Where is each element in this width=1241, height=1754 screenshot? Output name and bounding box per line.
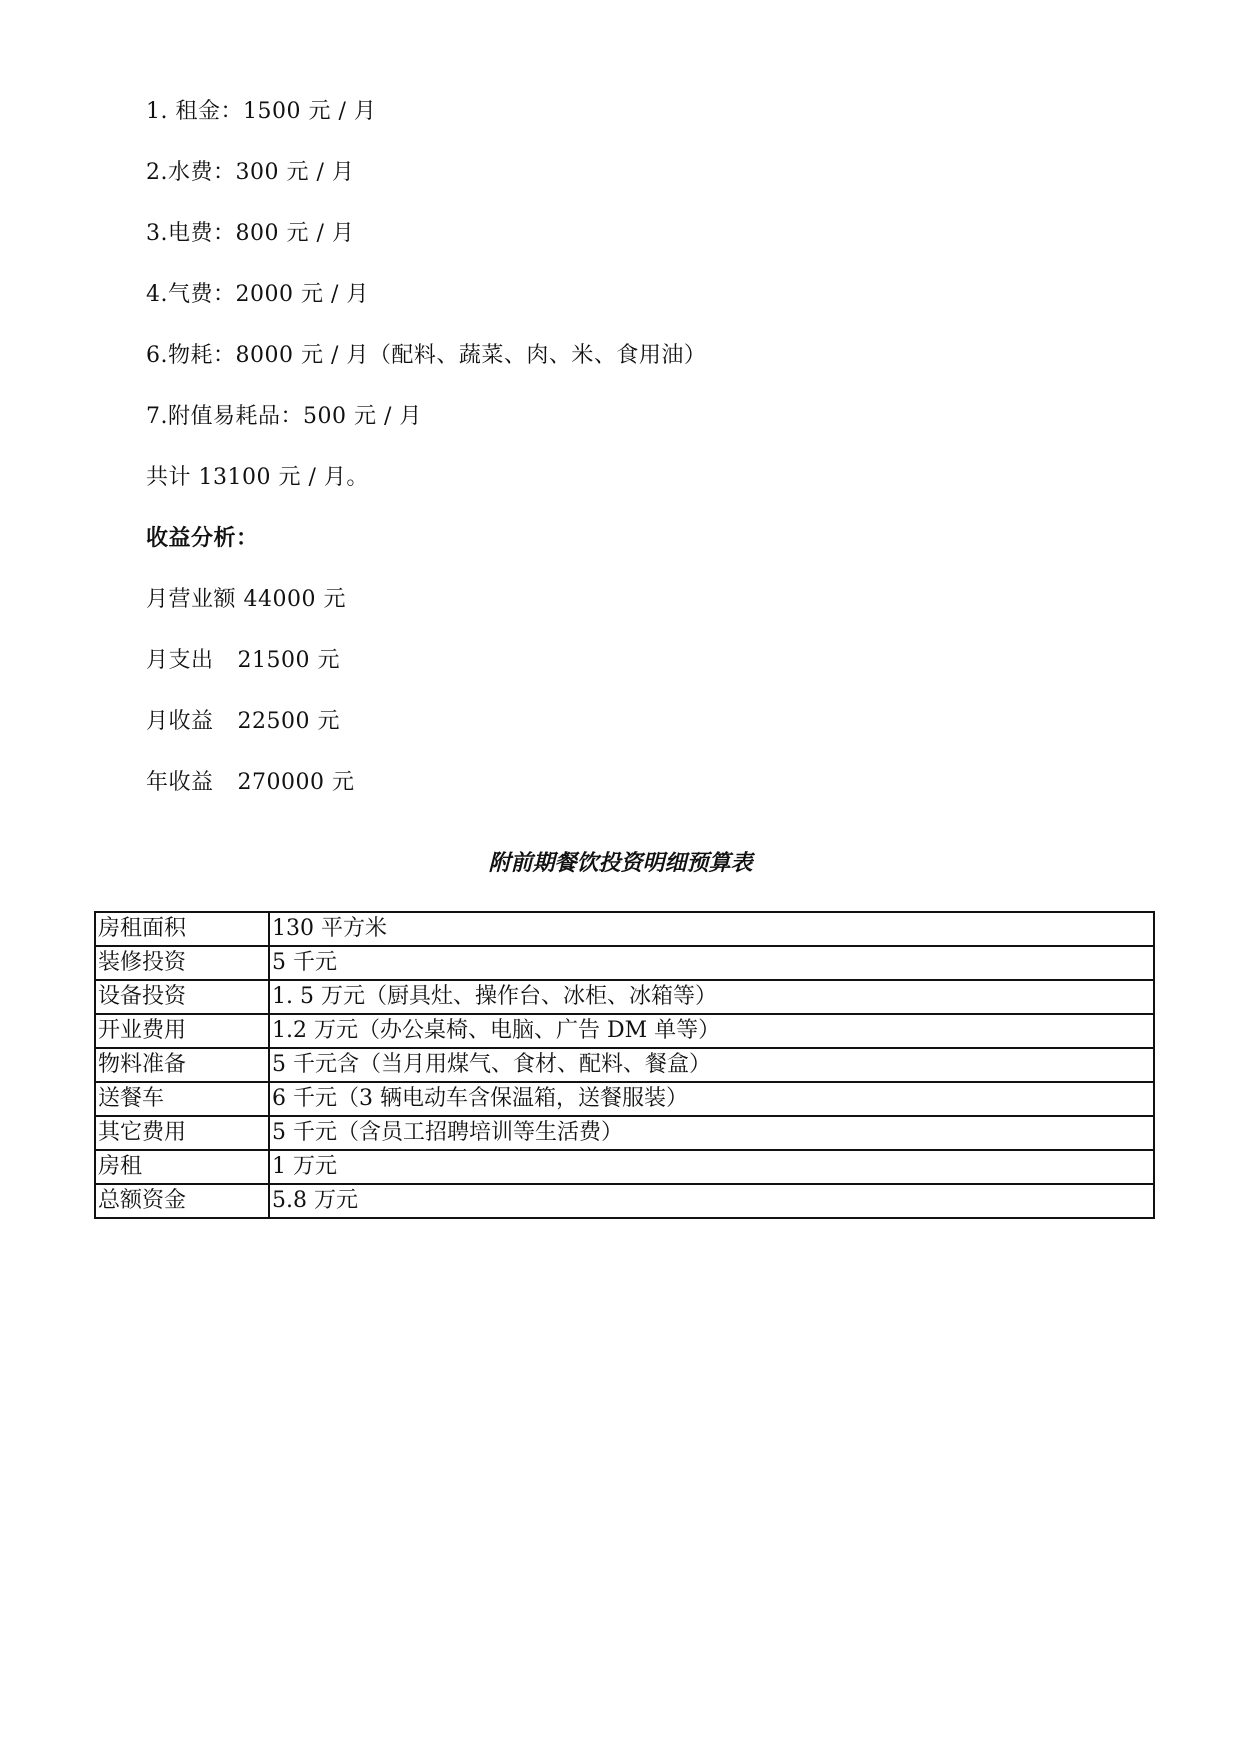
row-value: 5 千元（含员工招聘培训等生活费）: [269, 1116, 1154, 1150]
row-label: 房租面积: [95, 912, 269, 946]
table-row: [95, 1116, 1154, 1150]
row-value: 1.2 万元（办公桌椅、电脑、广告 DM 单等）: [269, 1014, 1154, 1048]
table-row: [95, 980, 1154, 1014]
row-label: 房租: [95, 1150, 269, 1184]
annual-profit: [146, 768, 355, 798]
monthly-expense-value: 21500 元: [237, 648, 340, 673]
table-row: [95, 1014, 1154, 1048]
monthly-turnover: 月营业额 44000 元: [146, 587, 346, 612]
revenue-heading: 收益分析：: [146, 526, 259, 551]
table-row: [95, 946, 1154, 980]
cost-item-consumables: 7.附值易耗品：500 元 / 月: [146, 404, 422, 429]
row-label: 设备投资: [95, 980, 269, 1014]
cost-total: 共计 13100 元 / 月。: [146, 465, 369, 490]
monthly-profit: [146, 707, 340, 737]
row-label: 装修投资: [95, 946, 269, 980]
cost-item-gas: 4.气费：2000 元 / 月: [146, 282, 369, 307]
cost-item-materials: 6.物耗：8000 元 / 月（配料、蔬菜、肉、米、食用油）: [146, 343, 707, 368]
row-value: 1. 5 万元（厨具灶、操作台、冰柜、冰箱等）: [269, 980, 1154, 1014]
row-value: 6 千元（3 辆电动车含保温箱，送餐服装）: [269, 1082, 1154, 1116]
row-label: 物料准备: [95, 1048, 269, 1082]
budget-table: [94, 911, 1155, 1219]
row-value: 5 千元: [269, 946, 1154, 980]
row-value: 130 平方米: [269, 912, 1154, 946]
cost-item-electricity: 3.电费：800 元 / 月: [146, 221, 355, 246]
annual-profit-label: 年收益: [146, 770, 214, 795]
row-value: 1 万元: [269, 1150, 1154, 1184]
table-row: [95, 1082, 1154, 1116]
row-label: 其它费用: [95, 1116, 269, 1150]
row-label: 送餐车: [95, 1082, 269, 1116]
monthly-profit-label: 月收益: [146, 709, 214, 734]
row-value: 5 千元含（当月用煤气、食材、配料、餐盒）: [269, 1048, 1154, 1082]
cost-item-water: 2.水费：300 元 / 月: [146, 160, 355, 185]
monthly-expense: [146, 646, 340, 676]
row-value: 5.8 万元: [269, 1184, 1154, 1218]
table-row: [95, 1048, 1154, 1082]
monthly-profit-value: 22500 元: [237, 709, 340, 734]
table-row: [95, 912, 1154, 946]
row-label: 总额资金: [95, 1184, 269, 1218]
monthly-expense-label: 月支出: [146, 648, 214, 673]
table-row: [95, 1184, 1154, 1218]
table-row: [95, 1150, 1154, 1184]
table-title: 附前期餐饮投资明细预算表: [488, 851, 753, 876]
annual-profit-value: 270000 元: [237, 770, 355, 795]
cost-item-rent: 1. 租金：1500 元 / 月: [146, 99, 377, 124]
row-label: 开业费用: [95, 1014, 269, 1048]
